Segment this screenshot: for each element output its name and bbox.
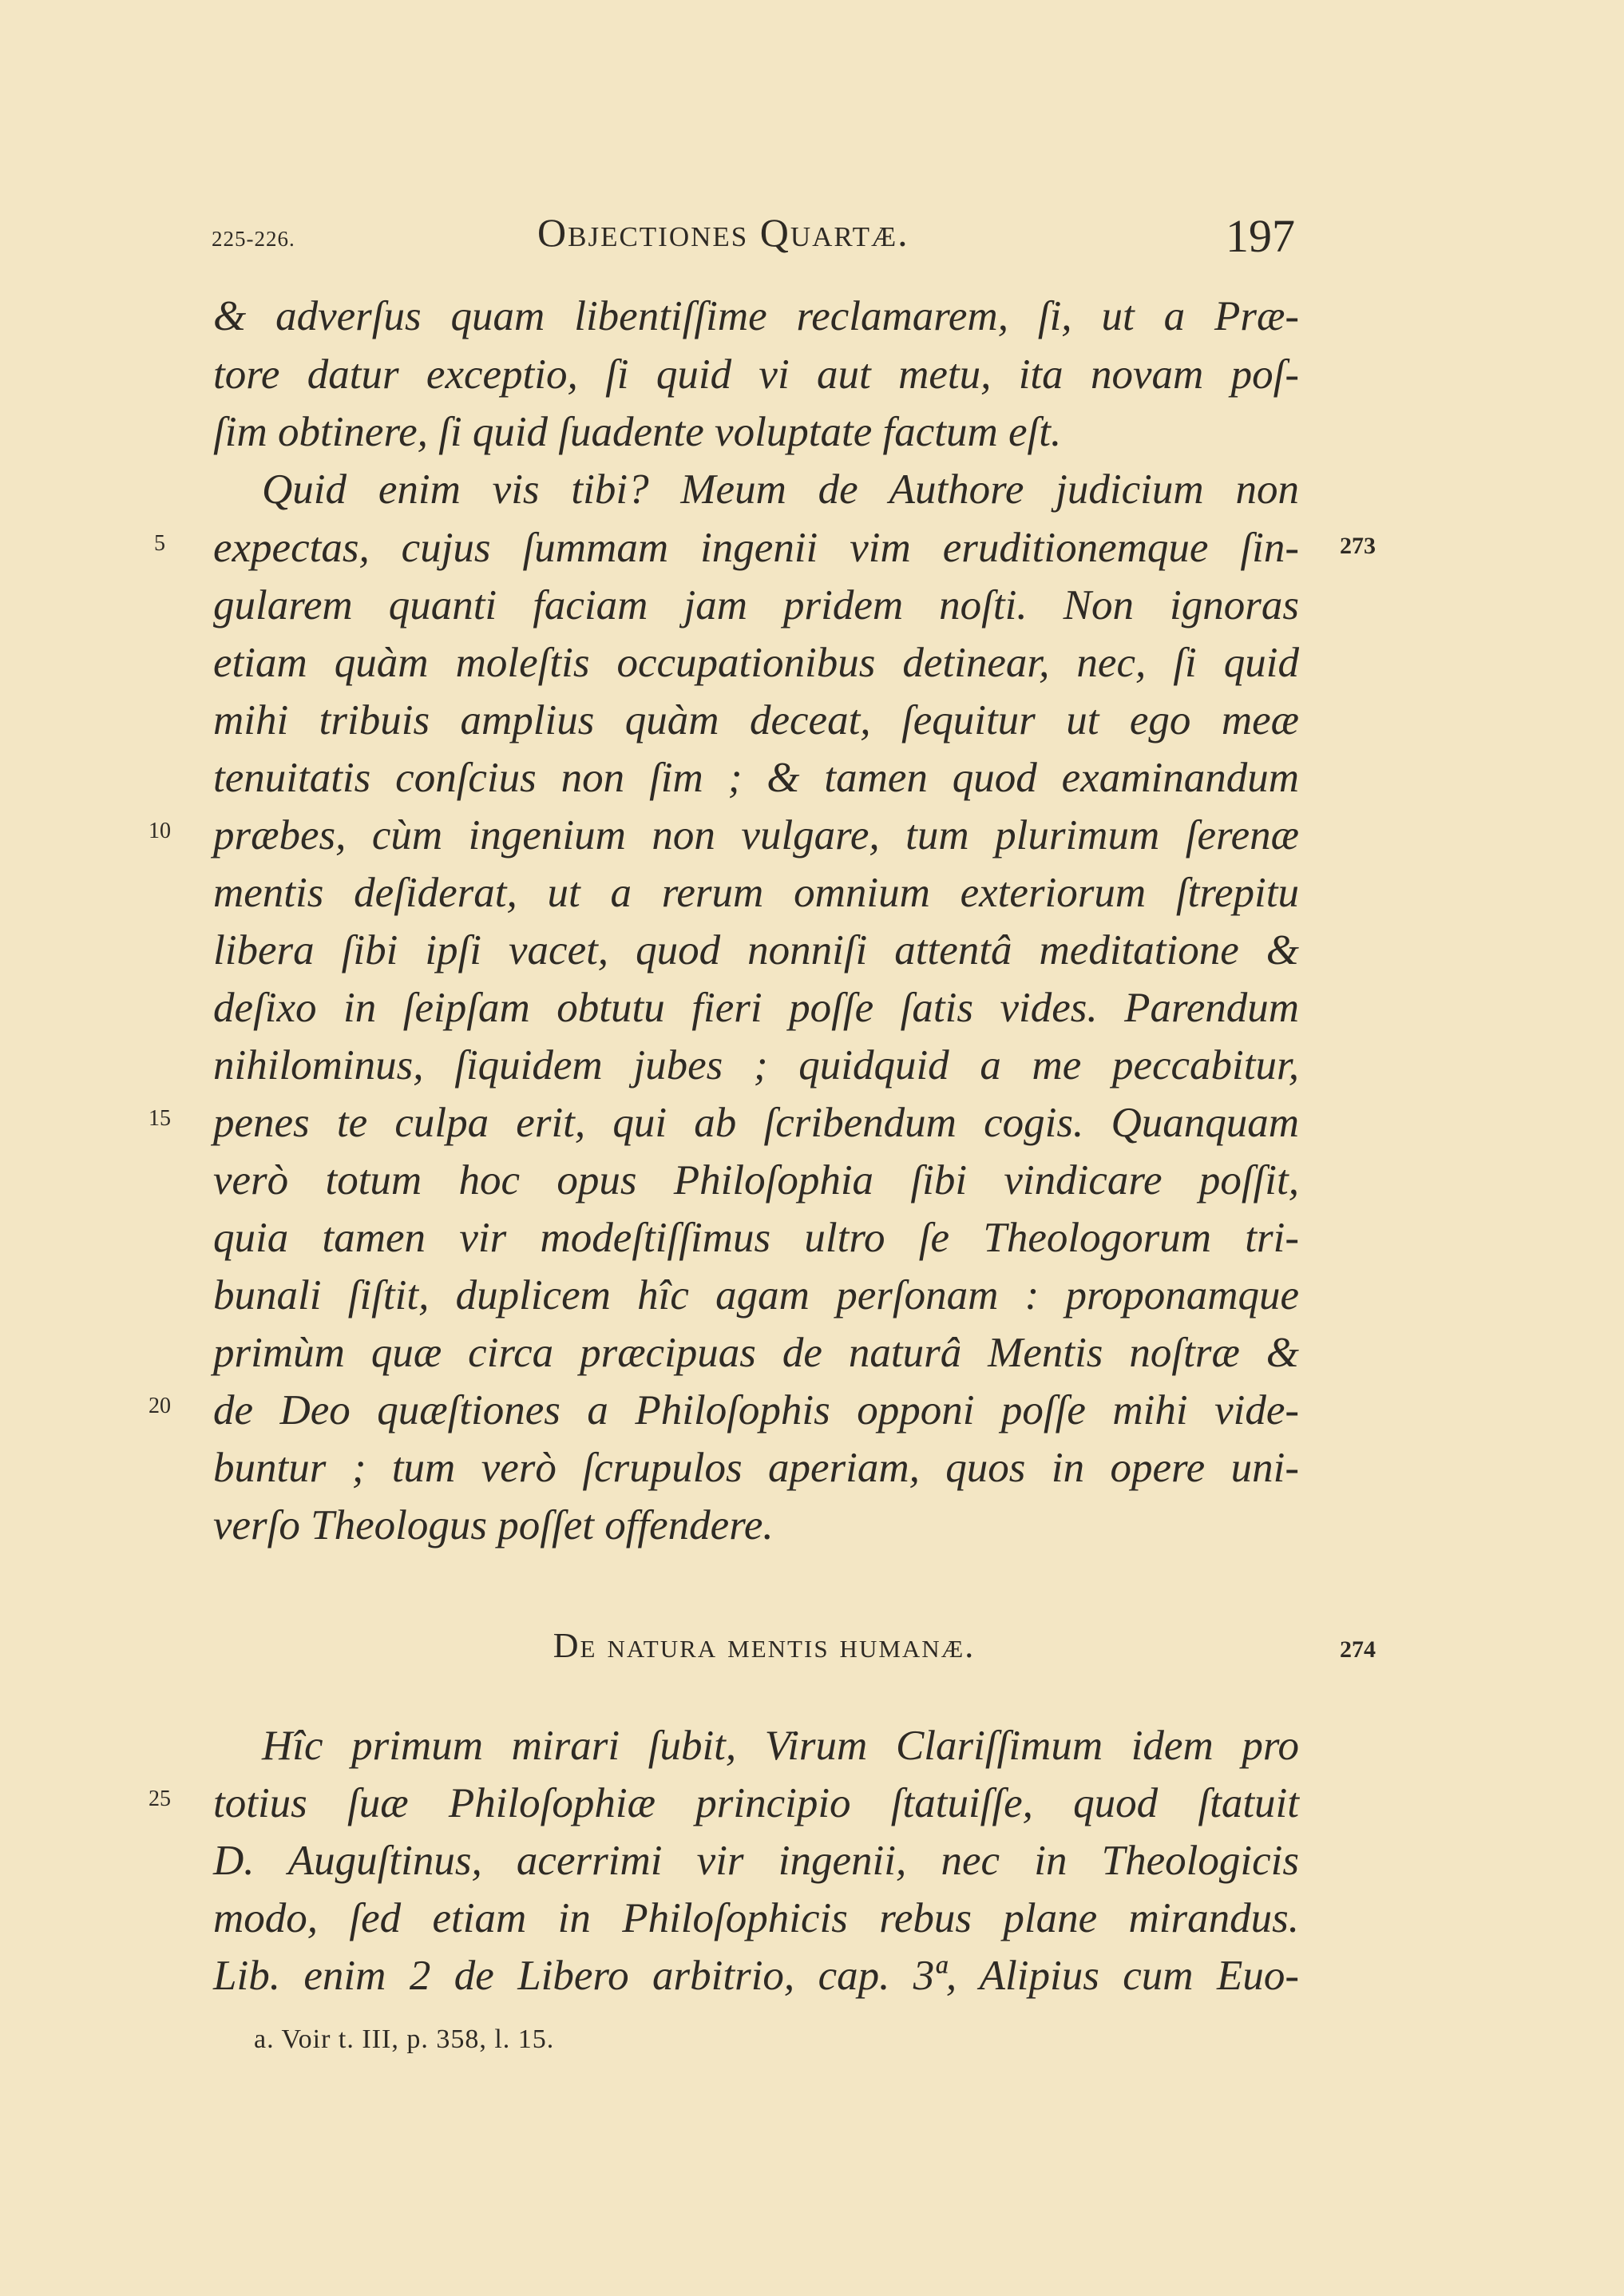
text-line: Quid enim vis tibi? Meum de Authore judicium non <box>262 466 1299 513</box>
page-number: 197 <box>1226 210 1295 262</box>
running-head <box>0 209 1624 265</box>
text-line: modo, ſed etiam in Philoſophicis rebus plane mirandus. <box>213 1895 1299 1941</box>
text-line: mihi tribuis amplius quàm deceat, ſequitur ut ego meæ <box>213 697 1299 744</box>
text-line: nihilominus, ſiquidem jubes ; quidquid a me peccabitur, <box>213 1042 1299 1089</box>
text-line: & adverſus quam libentiſſime reclamarem, ſi, ut a Præ- <box>213 293 1299 339</box>
text-line: deſixo in ſeipſam obtutu fieri poſſe ſatis vides. Parendum <box>213 985 1299 1031</box>
running-title: Objectiones Quartæ. <box>537 210 909 255</box>
section-heading-text: De natura mentis humanæ. <box>553 1626 976 1665</box>
text-line: expectas, cujus ſummam ingenii vim eruditionemque ſin- <box>213 525 1299 571</box>
text-line: verò totum hoc opus Philoſophia ſibi vindicare poſſit, <box>213 1157 1299 1204</box>
text-line: totius ſuæ Philoſophiæ principio ſtatuiſſe, quod ſtatuit <box>213 1780 1299 1826</box>
text-line: præbes, cùm ingenium non vulgare, tum plurimum ſerenæ <box>213 812 1299 859</box>
text-line: quia tamen vir modeſtiſſimus ultro ſe Theologorum tri- <box>213 1215 1299 1261</box>
line-number: 15 <box>149 1106 171 1131</box>
line-number: 10 <box>149 819 171 843</box>
margin-reference: 273 <box>1340 533 1376 559</box>
text-line: gularem quanti faciam jam pridem noſti. Non ignoras <box>213 582 1299 629</box>
text-line: libera ſibi ipſi vacet, quod nonniſi attentâ meditatione & <box>213 927 1299 974</box>
text-line: primùm quæ circa præcipuas de naturâ Mentis noſtræ & <box>213 1330 1299 1376</box>
text-line: ſim obtinere, ſi quid ſuadente voluptate factum eſt. <box>213 409 1062 455</box>
line-number: 5 <box>154 531 165 556</box>
section-heading <box>0 1625 1624 1666</box>
text-line: verſo Theologus poſſet offendere. <box>213 1502 774 1549</box>
text-line: bunali ſiſtit, duplicem hîc agam perſonam : proponamque <box>213 1272 1299 1319</box>
text-line: Hîc primum mirari ſubit, Virum Clariſſimum idem pro <box>262 1723 1299 1769</box>
text-line: mentis deſiderat, ut a rerum omnium exteriorum ſtrepitu <box>213 870 1299 916</box>
text-line: Lib. enim 2 de Libero arbitrio, cap. 3ª, Alipius cum Euo- <box>213 1953 1299 1999</box>
text-line: buntur ; tum verò ſcrupulos aperiam, quos in opere uni- <box>213 1445 1299 1491</box>
text-line: etiam quàm moleſtis occupationibus detinear, nec, ſi quid <box>213 640 1299 686</box>
line-number: 20 <box>149 1394 171 1418</box>
text-line: D. Auguſtinus, acerrimi vir ingenii, nec in Theologicis <box>213 1838 1299 1884</box>
page-range: 225-226. <box>212 227 295 251</box>
text-line: de Deo quæſtiones a Philoſophis opponi poſſe mihi vide- <box>213 1387 1299 1434</box>
text-line: tore datur exceptio, ſi quid vi aut metu, ita novam poſ- <box>213 351 1299 398</box>
text-line: tenuitatis conſcius non ſim ; & tamen quod examinandum <box>213 755 1299 801</box>
margin-reference: 274 <box>1340 1636 1376 1663</box>
text-line: penes te culpa erit, qui ab ſcribendum cogis. Quanquam <box>213 1100 1299 1146</box>
footnote: a. Voir t. III, p. 358, l. 15. <box>254 2024 555 2054</box>
line-number: 25 <box>149 1786 171 1811</box>
